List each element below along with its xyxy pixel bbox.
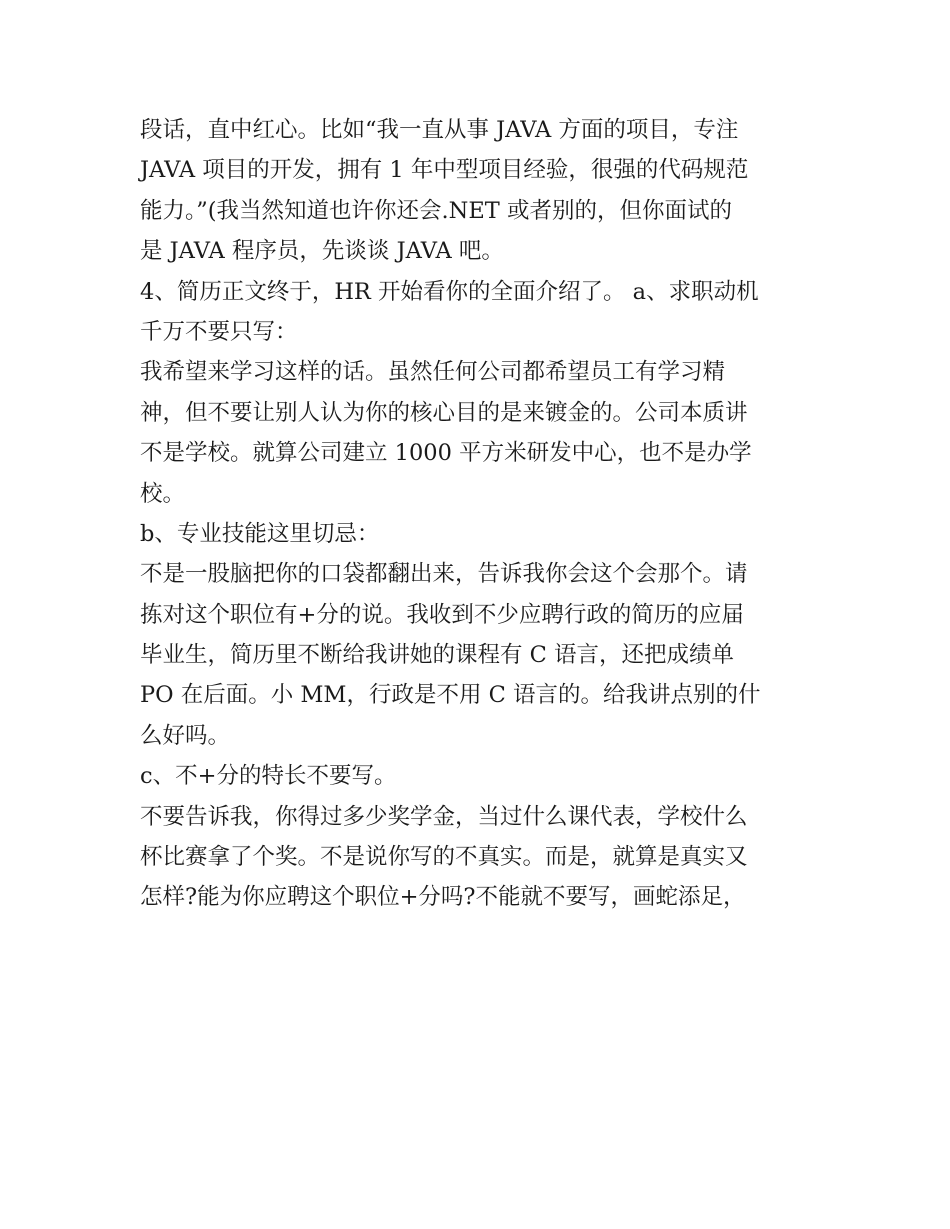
text-line: 我希望来学习这样的话。虽然任何公司都希望员工有学习精 bbox=[140, 359, 726, 386]
text-line: 么好吗。 bbox=[140, 722, 231, 749]
text-line: 神，但不要让别人认为你的核心目的是来镀金的。公司本质讲 bbox=[140, 399, 748, 426]
text-line: 不要告诉我，你得过多少奖学金，当过什么课代表，学校什么 bbox=[140, 803, 748, 830]
text-line: c、不+分的特长不要写。 bbox=[140, 763, 397, 790]
text-line: 毕业生，简历里不断给我讲她的课程有 C 语言，还把成绩单 bbox=[140, 642, 735, 669]
text-line: 校。 bbox=[140, 480, 186, 507]
text-line: 是 JAVA 程序员，先谈谈 JAVA 吧。 bbox=[140, 238, 504, 265]
text-line: PO 在后面。小 MM，行政是不用 C 语言的。给我讲点别的什 bbox=[140, 682, 761, 709]
document-body bbox=[140, 110, 840, 918]
text-line: 怎样?能为你应聘这个职位+分吗?不能就不要写，画蛇添足， bbox=[140, 884, 746, 911]
text-line: 千万不要只写： bbox=[140, 318, 298, 345]
text-line: 4、简历正文终于，HR 开始看你的全面介绍了。 a、求职动机 bbox=[140, 278, 759, 305]
text-line: 不是一股脑把你的口袋都翻出来，告诉我你会这个会那个。请 bbox=[140, 561, 748, 588]
text-line: JAVA 项目的开发，拥有 1 年中型项目经验，很强的代码规范 bbox=[140, 157, 749, 184]
text-line: 段话，直中红心。比如“我一直从事 JAVA 方面的项目，专注 bbox=[140, 117, 739, 143]
text-line: 不是学校。就算公司建立 1000 平方米研发中心，也不是办学 bbox=[140, 440, 752, 467]
text-line: 杯比赛拿了个奖。不是说你写的不真实。而是，就算是真实又 bbox=[140, 844, 748, 871]
text-line: b、专业技能这里切忌： bbox=[140, 520, 380, 547]
text-line: 能力。”(我当然知道也许你还会.NET 或者别的，但你面试的 bbox=[140, 197, 732, 224]
text-line: 拣对这个职位有+分的说。我收到不少应聘行政的简历的应届 bbox=[140, 601, 744, 628]
